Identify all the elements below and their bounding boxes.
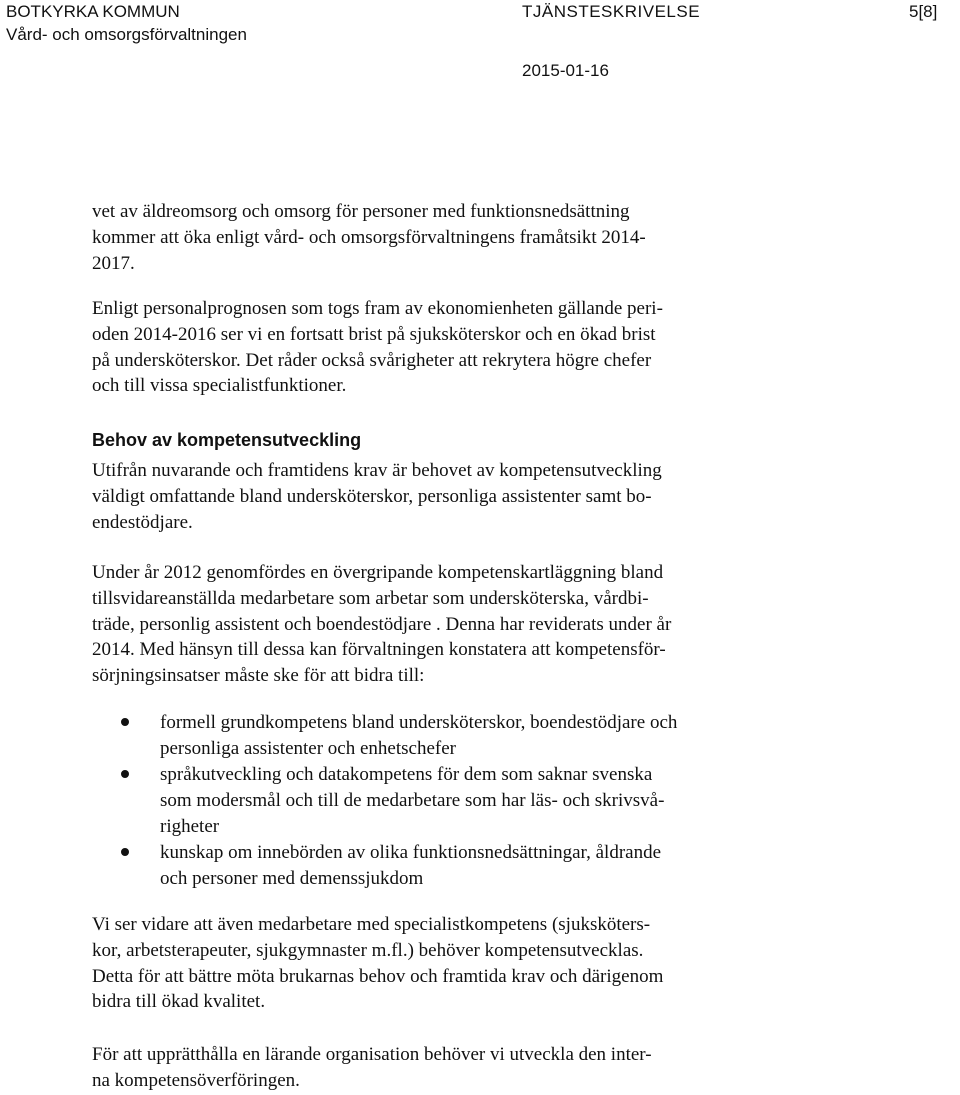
text-line: på undersköterskor. Det råder också svårigheter att rekrytera högre chefer	[92, 349, 652, 371]
text-line: 2017.	[92, 252, 135, 274]
text-line: Utifrån nuvarande och framtidens krav är behovet av kompetensutveckling	[92, 460, 662, 481]
text-line: 2014. Med hänsyn till dessa kan förvaltningen konstatera att kompetensför-	[92, 639, 666, 661]
text-line: språkutveckling och datakompetens för dem som saknar svenska	[160, 764, 653, 785]
text-line: kor, arbetsterapeuter, sjukgymnaster m.fl.) behöver kompetensutvecklas.	[92, 939, 644, 961]
paragraph-6	[92, 1042, 812, 1094]
list-item	[160, 710, 677, 762]
paragraph-2	[92, 296, 812, 399]
text-line: Vi ser vidare att även medarbetare med specialistkompetens (sjuksköters-	[92, 914, 651, 935]
bullet-dot-icon	[121, 848, 129, 856]
text-line: Detta för att bättre möta brukarnas behov och framtida krav och därigenom	[92, 965, 664, 987]
text-line: formell grundkompetens bland undersköterskor, boendestödjare och	[160, 712, 678, 733]
text-line: För att upprätthålla en lärande organisation behöver vi utveckla den inter-	[92, 1044, 652, 1065]
text-line: tillsvidareanställda medarbetare som arbetar som undersköterska, vårdbi-	[92, 587, 649, 609]
text-line: personliga assistenter och enhetschefer	[160, 737, 456, 759]
text-line: Enligt personalprognosen som togs fram av ekonomienheten gällande peri-	[92, 298, 663, 319]
section-heading: Behov av kompetensutveckling	[92, 430, 362, 450]
text-line: oden 2014-2016 ser vi en fortsatt brist på sjuksköterskor och en ökad brist	[92, 323, 656, 345]
text-line: och personer med demenssjukdom	[160, 867, 424, 889]
text-line: endestödjare.	[92, 511, 193, 533]
text-line: sörjningsinsatser måste ske för att bidra till:	[92, 665, 425, 687]
bullet-dot-icon	[121, 718, 129, 726]
list-item	[160, 840, 661, 892]
text-line: väldigt omfattande bland undersköterskor, personliga assistenter samt bo-	[92, 485, 652, 507]
text-line: bidra till ökad kvalitet.	[92, 991, 266, 1013]
text-line: och till vissa specialistfunktioner.	[92, 375, 347, 397]
text-line: träde, personlig assistent och boendestödjare . Denna har reviderats under år	[92, 613, 672, 635]
page-number: 5[8]	[909, 2, 938, 21]
paragraph-3	[92, 458, 812, 535]
text-line: vet av äldreomsorg och omsorg för personer med funktionsnedsättning	[92, 201, 630, 222]
text-line: kunskap om innebörden av olika funktionsnedsättningar, åldrande	[160, 842, 662, 863]
bullet-dot-icon	[121, 770, 129, 778]
paragraph-4	[92, 560, 812, 689]
text-line: righeter	[160, 815, 220, 837]
organization-name: BOTKYRKA KOMMUN	[6, 2, 180, 21]
department-name: Vård- och omsorgsförvaltningen	[6, 25, 247, 44]
text-line: Under år 2012 genomfördes en övergripande kompetenskartläggning bland	[92, 562, 664, 583]
paragraph-1	[92, 199, 812, 276]
document-date: 2015-01-16	[522, 61, 609, 80]
text-line: na kompetensöverföringen.	[92, 1069, 300, 1091]
list-item	[160, 762, 664, 839]
text-line: kommer att öka enligt vård- och omsorgsförvaltningens framåtsikt 2014-	[92, 226, 646, 248]
document-type: TJÄNSTESKRIVELSE	[522, 2, 701, 21]
paragraph-5	[92, 912, 812, 1015]
text-line: som modersmål och till de medarbetare som har läs- och skrivsvå-	[160, 789, 665, 811]
